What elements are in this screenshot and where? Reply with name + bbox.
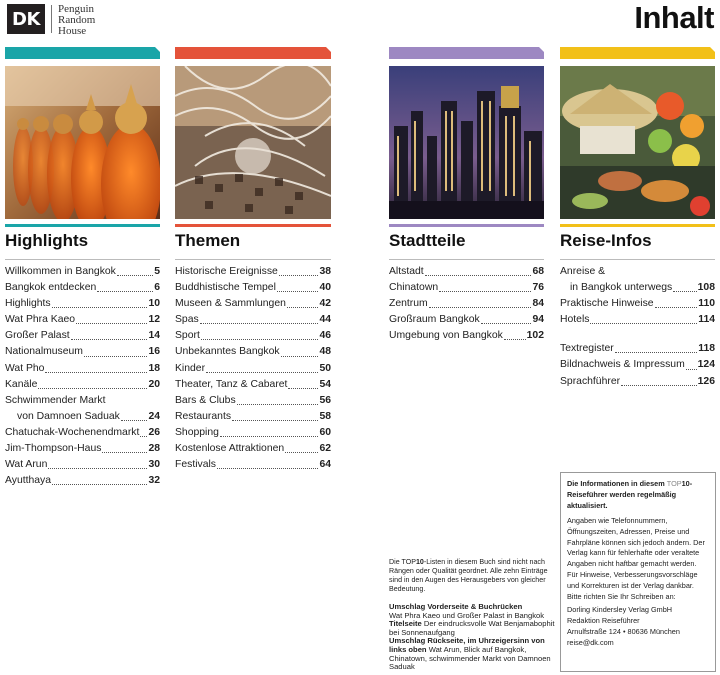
toc-entry[interactable]: Textregister 118 xyxy=(560,343,715,355)
toc-entry[interactable]: Restaurants 58 xyxy=(175,410,331,422)
toc-entry[interactable]: Kanäle 20 xyxy=(5,378,160,390)
section-rule xyxy=(5,224,160,227)
toc-list-highlights xyxy=(5,264,160,489)
toc-entry[interactable]: Wat Arun 30 xyxy=(5,459,160,471)
section-themen xyxy=(175,46,331,473)
toc-entry[interactable]: Buddhistische Tempel 40 xyxy=(175,282,331,294)
cover-credits-heading: Umschlag Vorderseite & Buchrücken xyxy=(389,602,523,611)
toc-entry[interactable]: Chinatown 76 xyxy=(389,282,544,294)
section-stadtteile xyxy=(389,46,544,344)
email-link[interactable]: reise@dk.com xyxy=(567,637,614,647)
toc-entry[interactable]: Theater, Tanz & Cabaret 54 xyxy=(175,378,331,390)
toc-entry[interactable]: Sport 46 xyxy=(175,330,331,342)
section-heading: Reise-Infos xyxy=(560,231,652,250)
toc-entry[interactable]: Bars & Clubs 56 xyxy=(175,394,331,406)
toc-entry[interactable]: Museen & Sammlungen 42 xyxy=(175,298,331,310)
section-rule xyxy=(175,224,331,227)
toc-entry[interactable]: Wat Pho 18 xyxy=(5,362,160,374)
toc-entry[interactable]: Zentrum 84 xyxy=(389,298,544,310)
photo-mall-atrium xyxy=(175,66,331,219)
section-reise-infos xyxy=(560,46,715,390)
page-title: Inhalt xyxy=(634,0,714,35)
toc-entry[interactable]: Jim-Thompson-Haus 28 xyxy=(5,443,160,455)
cover-credits: Umschlag Vorderseite & Buchrücken Wat Phra Kaeo und Großer Palast in Bangkok Titelseite Der eindrucksvolle Wat Benjamabophit bei Sonnenaufgang Umschlag Rückseite, im Uhrzeigersinn von links oben Wat Arun, Blick auf Bangkok, Chinatown, schwimmender Markt von Damnoen Saduak xyxy=(389,602,555,672)
heading-divider xyxy=(175,259,331,260)
toc-entry[interactable]: Anreise & in Bangkok unterwegs 108 xyxy=(560,266,715,294)
section-tab xyxy=(560,47,715,59)
toc-entry[interactable]: Nationalmuseum 16 xyxy=(5,346,160,358)
section-rule xyxy=(389,224,544,227)
toc-entry[interactable]: Großraum Bangkok 94 xyxy=(389,314,544,326)
logo-wordmark: Penguin Random House xyxy=(58,3,96,37)
photo-floating-market xyxy=(560,66,715,219)
toc-entry[interactable]: Kinder 50 xyxy=(175,362,331,374)
toc-entry[interactable]: Praktische Hinweise 110 xyxy=(560,298,715,310)
toc-entry[interactable]: Spas 44 xyxy=(175,314,331,326)
toc-entry[interactable]: Hotels 114 xyxy=(560,314,715,326)
info-box-lead: Die Informationen in diesem TOP10-Reiseführer werden regelmäßig aktualisiert. xyxy=(567,479,693,510)
photo-city-skyline xyxy=(389,66,544,219)
section-heading: Stadtteile xyxy=(389,231,466,250)
dk-logo-mark: DK xyxy=(7,4,45,34)
heading-divider xyxy=(560,259,715,260)
section-tab xyxy=(175,47,331,59)
section-tab xyxy=(5,47,160,59)
update-info-box xyxy=(560,472,716,672)
toc-list-themen xyxy=(175,264,331,473)
toc-list-reise-infos xyxy=(560,264,715,390)
toc-entry[interactable]: Festivals 64 xyxy=(175,459,331,471)
logo-divider xyxy=(51,5,52,33)
section-rule xyxy=(560,224,715,227)
section-highlights xyxy=(5,46,160,489)
toc-entry[interactable]: Unbekanntes Bangkok 48 xyxy=(175,346,331,358)
toc-entry[interactable]: Sprachführer 126 xyxy=(560,375,715,387)
section-tab xyxy=(389,47,544,59)
toc-entry[interactable]: Chatuchak-Wochenendmarkt 26 xyxy=(5,426,160,438)
toc-entry[interactable]: Willkommen in Bangkok 5 xyxy=(5,266,160,277)
toc-entry[interactable]: Schwimmender Markt von Damnoen Saduak 24 xyxy=(5,394,160,422)
publisher-address: Dorling Kindersley Verlag GmbH Redaktion Reiseführer Arnulfstraße 124 • 80636 München reise@dk.com xyxy=(567,604,680,647)
toc-entry[interactable]: Umgebung von Bangkok 102 xyxy=(389,330,544,342)
toc-entry[interactable]: Kostenlose Attraktionen 62 xyxy=(175,443,331,455)
toc-entry[interactable]: Shopping 60 xyxy=(175,426,331,438)
toc-entry[interactable]: Ayutthaya 32 xyxy=(5,475,160,487)
toc-entry[interactable]: Highlights 10 xyxy=(5,298,160,310)
section-heading: Highlights xyxy=(5,231,89,250)
info-box-body: Angaben wie Telefonnummern, Öffnungszeiten, Adressen, Preise und Fahrpläne können sich jedoch ändern. Der Verlag kann für fehlerhafte oder veraltete Angaben nicht haftbar gemacht werden. Für Hinweise, Verbesserungsvorschläge und Korrekturen ist der Verlag dankbar. Bitte richten Sie Ihr Schreiben an: xyxy=(567,515,705,602)
heading-divider xyxy=(5,259,160,260)
toc-entry[interactable]: Historische Ereignisse 38 xyxy=(175,266,331,277)
section-heading: Themen xyxy=(175,231,241,250)
toc-entry[interactable]: Bildnachweis & Impressum 124 xyxy=(560,359,715,371)
heading-divider xyxy=(389,259,544,260)
toc-entry[interactable]: Wat Phra Kaeo 12 xyxy=(5,314,160,326)
toc-entry[interactable]: Altstadt 68 xyxy=(389,266,544,277)
toc-entry[interactable]: Großer Palast 14 xyxy=(5,330,160,342)
top10-lists-note: Die TOP10-Listen in diesem Buch sind nicht nach Rängen oder Qualität geordnet. Alle zehn Einträge sind in den Augen des Herausgebers von gleicher Bedeutung. xyxy=(389,558,548,593)
photo-buddha-statues xyxy=(5,66,160,219)
toc-entry[interactable]: Bangkok entdecken 6 xyxy=(5,282,160,294)
toc-list-stadtteile xyxy=(389,264,544,344)
publisher-logo xyxy=(7,4,95,37)
